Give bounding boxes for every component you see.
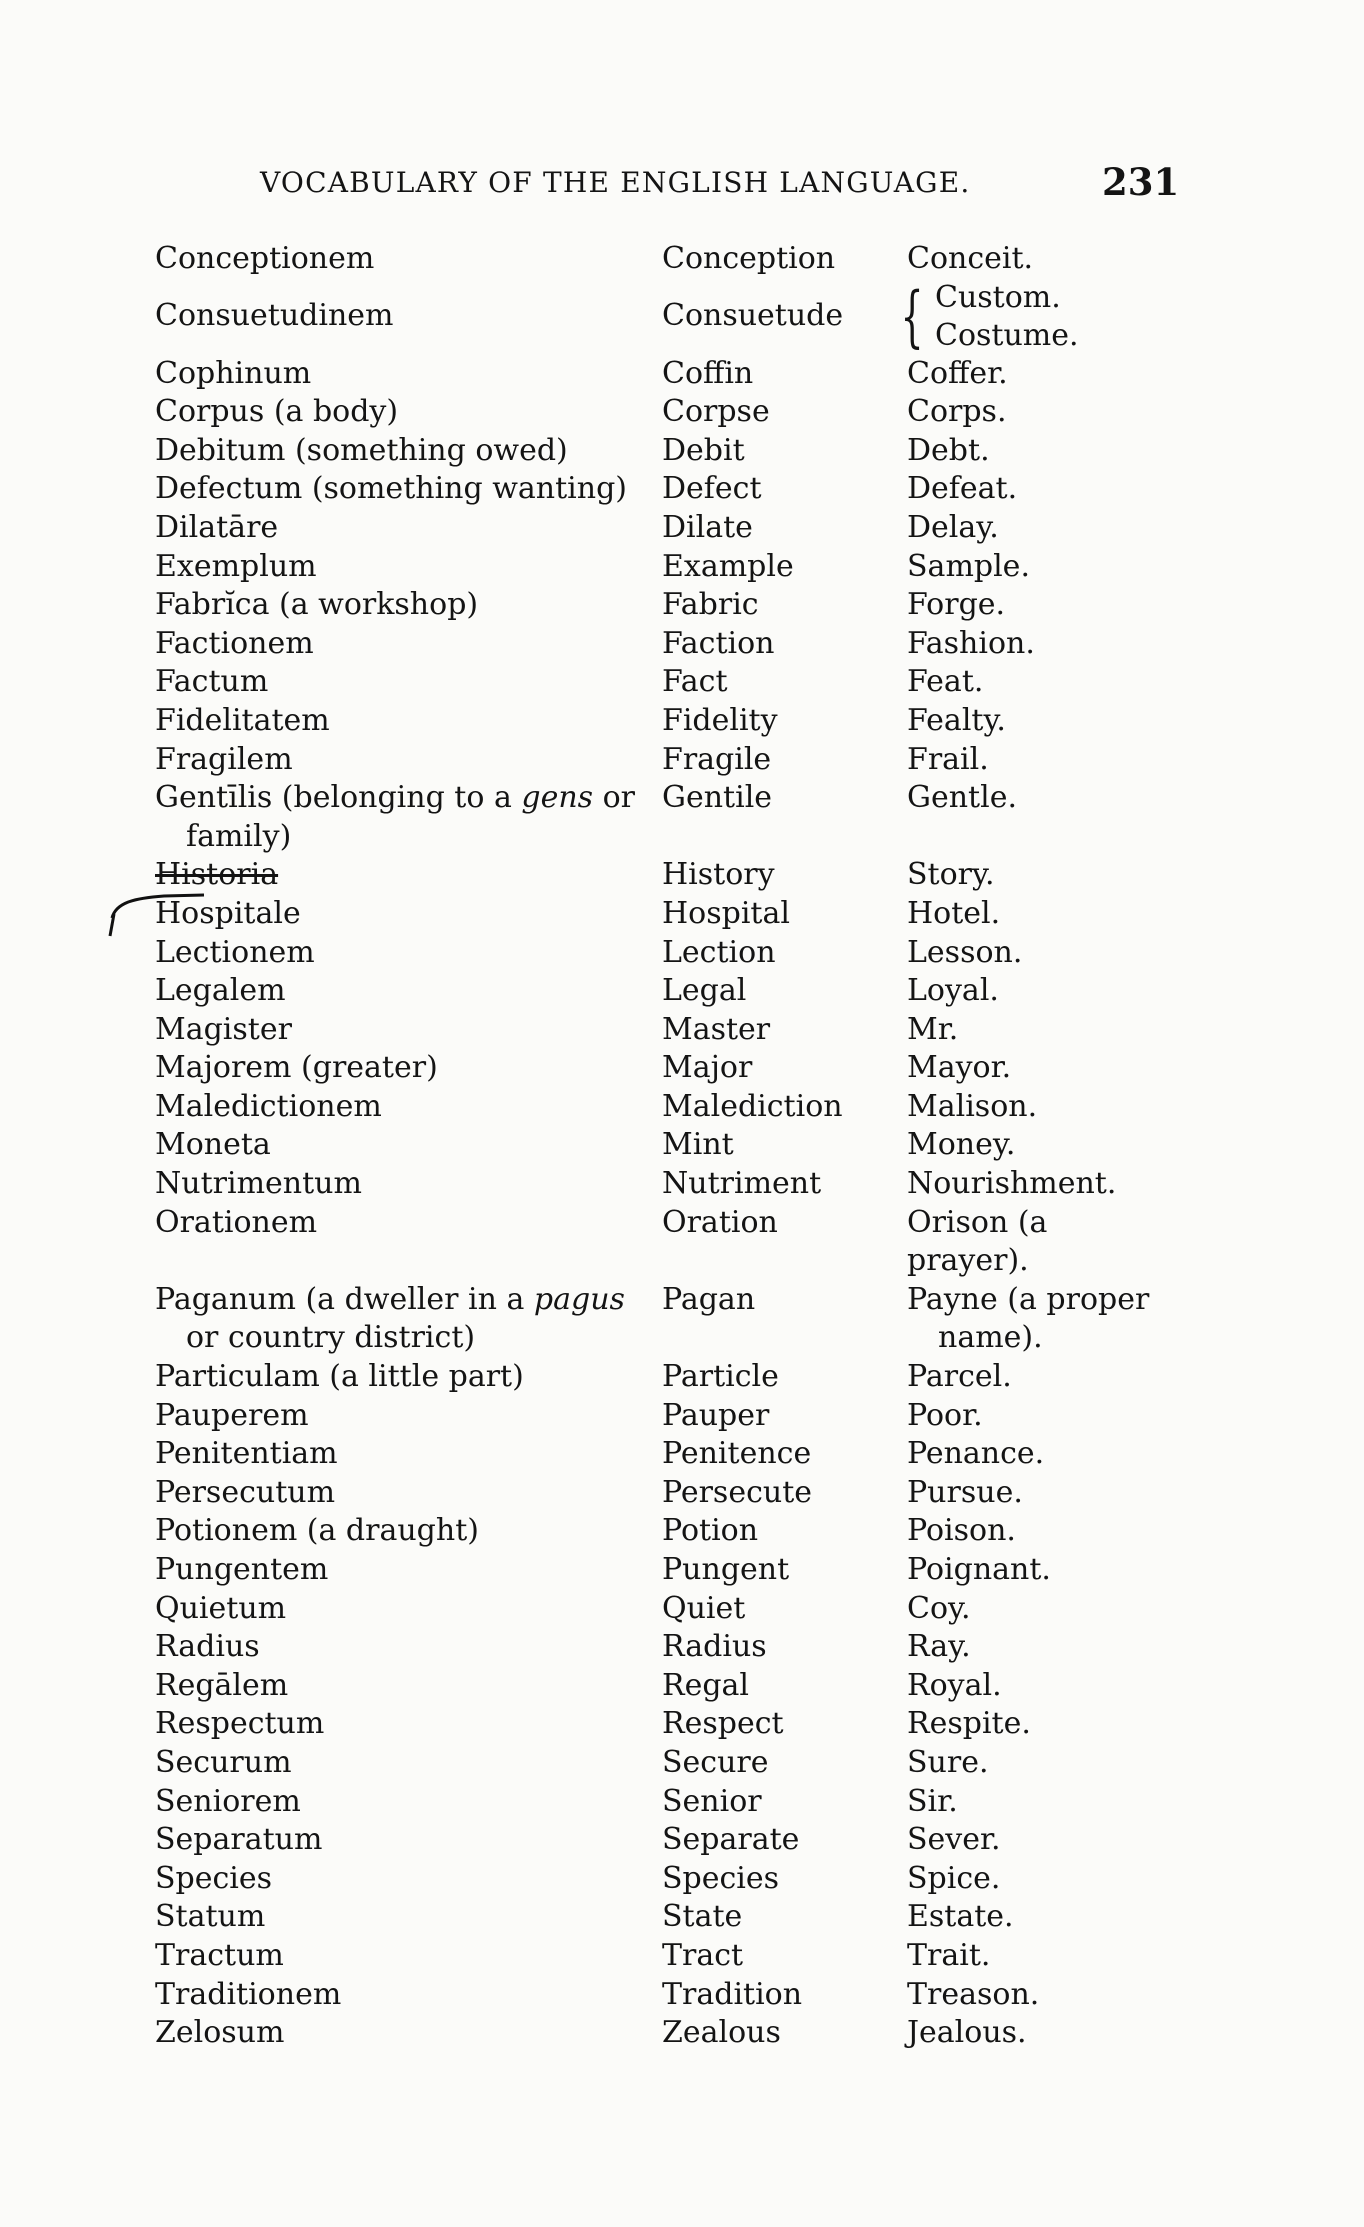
derived-word: Mr. (907, 1011, 959, 1047)
english-word: Quiet (662, 1590, 746, 1626)
derived-word: Forge. (907, 587, 1006, 623)
latin-word: Pauperem (155, 1397, 309, 1433)
english-word: Example (662, 548, 794, 584)
derived-word: Jealous. (907, 2015, 1027, 2051)
latin-word: Magister (155, 1011, 292, 1047)
page-number: 231 (1102, 160, 1180, 204)
english-word: Tract (662, 1937, 744, 1973)
english-word: Lection (662, 934, 776, 970)
table-row (155, 1821, 1177, 1860)
derived-word: Sure. (907, 1744, 989, 1780)
english-word: Particle (662, 1359, 779, 1395)
derived-word-2: Costume. (935, 317, 1079, 353)
english-word: Master (662, 1011, 771, 1047)
english-word: History (662, 857, 775, 893)
table-row (155, 1937, 1177, 1976)
derived-word-1: Custom. (935, 279, 1061, 315)
table-row (155, 1976, 1177, 2015)
latin-word: Dilatāre (155, 509, 279, 545)
derived-word: Fashion. (907, 625, 1035, 661)
table-row (155, 625, 1177, 664)
latin-word: Moneta (155, 1127, 271, 1163)
table-row (155, 1049, 1177, 1088)
english-word: Separate (662, 1822, 800, 1858)
latin-word: Factionem (155, 625, 314, 661)
table-row (155, 1397, 1177, 1436)
latin-word: Orationem (155, 1204, 318, 1240)
english-word: Senior (662, 1783, 762, 1819)
derived-word: Feat. (907, 664, 984, 700)
vocabulary-table (155, 240, 1177, 2053)
derived-word (900, 277, 1177, 355)
table-row (155, 1281, 1177, 1358)
english-word: Penitence (662, 1436, 812, 1472)
latin-text: Gentīlis (belonging to a (155, 780, 522, 816)
english-word: Nutriment (662, 1166, 822, 1202)
table-row (155, 1783, 1177, 1822)
latin-word: Lectionem (155, 934, 315, 970)
table-row (155, 1204, 1177, 1281)
derived-word: Corps. (907, 394, 1007, 430)
latin-word: Corpus (a body) (155, 394, 399, 430)
derived-word: Pursue. (907, 1474, 1023, 1510)
table-row (155, 972, 1177, 1011)
table-row (155, 1898, 1177, 1937)
english-word: Fact (662, 664, 728, 700)
english-word: Consuetude (662, 298, 844, 334)
table-row (155, 1088, 1177, 1127)
derived-word: Money. (907, 1127, 1016, 1163)
derived-word: Penance. (907, 1436, 1045, 1472)
table-row (155, 548, 1177, 587)
table-row (155, 2014, 1177, 2053)
derived-word: Malison. (907, 1088, 1038, 1124)
latin-text-end: or (593, 780, 636, 816)
latin-word: Seniorem (155, 1783, 301, 1819)
latin-word: Fidelitatem (155, 702, 330, 738)
table-row (155, 1860, 1177, 1899)
derived-word: Delay. (907, 509, 999, 545)
derived-word: Trait. (907, 1937, 991, 1973)
english-word: Fragile (662, 741, 772, 777)
derived-word: Orison (a prayer). (907, 1204, 1048, 1279)
latin-text: Paganum (a dweller in a (155, 1281, 534, 1317)
table-row (155, 240, 1177, 279)
latin-italic: gens (521, 780, 594, 816)
derived-word: Frail. (907, 741, 989, 777)
table-row (155, 856, 1177, 895)
latin-word: Respectum (155, 1706, 325, 1742)
latin-word: Potionem (a draught) (155, 1513, 479, 1549)
english-word: Pagan (662, 1281, 756, 1317)
table-row (155, 432, 1177, 471)
latin-word: Conceptionem (155, 241, 375, 276)
latin-word (155, 779, 662, 856)
latin-word: Securum (155, 1744, 292, 1780)
english-word: Secure (662, 1744, 769, 1780)
table-row (155, 1744, 1177, 1783)
derived-word (907, 1281, 1177, 1358)
latin-word: Consuetudinem (155, 298, 394, 334)
latin-continuation: or country district) (186, 1320, 476, 1356)
table-row (155, 1011, 1177, 1050)
english-word: Regal (662, 1667, 750, 1703)
table-row (155, 741, 1177, 780)
latin-word: Hospitale (155, 895, 301, 931)
latin-italic: pagus (533, 1281, 625, 1317)
derived-word: Poison. (907, 1513, 1016, 1549)
latin-word: Statum (155, 1899, 266, 1935)
table-row (155, 509, 1177, 548)
latin-word: Pungentem (155, 1552, 329, 1587)
table-row (155, 1165, 1177, 1204)
derived-word: Debt. (907, 432, 990, 468)
table-row (155, 1435, 1177, 1474)
latin-word: Zelosum (155, 2015, 285, 2051)
table-row (155, 1551, 1177, 1590)
derived-word: Defeat. (907, 471, 1018, 507)
table-row (155, 470, 1177, 509)
latin-word: Tractum (155, 1937, 284, 1973)
derived-word: Treason. (907, 1976, 1040, 2012)
derived-word: Hotel. (907, 895, 1001, 931)
table-row (155, 895, 1177, 934)
latin-word (155, 1281, 662, 1358)
brace-icon: { (900, 277, 924, 355)
english-word: Potion (662, 1513, 759, 1549)
table-row (155, 1667, 1177, 1706)
derived-word: Mayor. (907, 1050, 1012, 1086)
english-word: Fidelity (662, 702, 778, 738)
table-row (155, 1512, 1177, 1551)
table-row (155, 355, 1177, 394)
derived-word: Nourishment. (907, 1166, 1117, 1202)
english-word: Radius (662, 1629, 767, 1665)
english-word: Oration (662, 1204, 778, 1240)
latin-word: Debitum (something owed) (155, 432, 568, 468)
running-header (0, 160, 1364, 204)
english-word: Zealous (662, 2015, 781, 2051)
english-word: Defect (662, 471, 762, 507)
english-word: Tradition (662, 1976, 803, 2012)
latin-word: Fragilem (155, 741, 293, 777)
latin-word: Factum (155, 664, 269, 700)
latin-word: Maledictionem (155, 1088, 382, 1124)
table-row (155, 663, 1177, 702)
table-row (155, 1628, 1177, 1667)
derived-text: Payne (a proper (907, 1281, 1150, 1317)
derived-word: Respite. (907, 1706, 1031, 1742)
table-row (155, 1474, 1177, 1513)
derived-word: Parcel. (907, 1359, 1012, 1395)
english-word: Pauper (662, 1397, 770, 1433)
latin-word: Persecutum (155, 1474, 336, 1510)
table-row (155, 1126, 1177, 1165)
english-word: Conception (662, 241, 836, 276)
english-word: Legal (662, 973, 747, 1009)
english-word: Faction (662, 625, 775, 661)
table-row (155, 586, 1177, 625)
english-word: State (662, 1899, 743, 1935)
latin-word (155, 856, 662, 895)
english-word: Hospital (662, 895, 790, 931)
latin-word: Species (155, 1860, 273, 1896)
derived-continuation: name). (938, 1320, 1043, 1356)
table-row (155, 279, 1177, 355)
latin-word: Traditionem (155, 1976, 342, 2012)
derived-word: Conceit. (907, 241, 1034, 276)
derived-word: Estate. (907, 1899, 1014, 1935)
table-row (155, 1590, 1177, 1629)
latin-word: Penitentiam (155, 1436, 338, 1472)
latin-continuation: family) (186, 818, 292, 854)
latin-word: Defectum (something wanting) (155, 471, 627, 507)
struck-latin-word: Historia (155, 857, 279, 893)
derived-word: Coy. (907, 1590, 971, 1626)
latin-word: Quietum (155, 1590, 287, 1626)
derived-word: Coffer. (907, 355, 1008, 391)
latin-word: Legalem (155, 973, 286, 1009)
table-row (155, 1705, 1177, 1744)
derived-word: Sever. (907, 1822, 1001, 1858)
derived-word: Lesson. (907, 934, 1023, 970)
derived-word: Sir. (907, 1783, 958, 1819)
derived-word: Loyal. (907, 973, 999, 1009)
latin-word: Particulam (a little part) (155, 1359, 524, 1395)
running-title: VOCABULARY OF THE ENGLISH LANGUAGE. (260, 166, 971, 199)
derived-word: Poignant. (907, 1552, 1051, 1587)
latin-word: Radius (155, 1629, 260, 1665)
english-word: Coffin (662, 355, 754, 391)
english-word: Persecute (662, 1474, 813, 1510)
latin-word: Majorem (greater) (155, 1050, 438, 1086)
derived-word: Poor. (907, 1397, 983, 1433)
latin-word: Cophinum (155, 355, 312, 391)
derived-word: Royal. (907, 1667, 1002, 1703)
english-word: Respect (662, 1706, 784, 1742)
english-word: Malediction (662, 1088, 843, 1124)
english-word: Fabric (662, 587, 759, 623)
english-word: Mint (662, 1127, 734, 1163)
table-row (155, 934, 1177, 973)
table-row (155, 1358, 1177, 1397)
table-row (155, 702, 1177, 741)
english-word: Species (662, 1860, 780, 1896)
derived-word: Fealty. (907, 702, 1006, 738)
english-word: Corpse (662, 394, 770, 430)
english-word: Dilate (662, 509, 753, 545)
latin-word: Regālem (155, 1667, 289, 1703)
derived-word: Spice. (907, 1860, 1001, 1896)
derived-word: Gentle. (907, 780, 1017, 816)
table-row (155, 393, 1177, 432)
english-word: Major (662, 1050, 753, 1086)
latin-word: Nutrimentum (155, 1166, 362, 1202)
latin-word: Exemplum (155, 548, 317, 584)
derived-word: Story. (907, 857, 995, 893)
english-word: Gentile (662, 780, 773, 816)
english-word: Pungent (662, 1552, 790, 1587)
latin-word: Fabrĭca (a workshop) (155, 587, 479, 623)
table-row (155, 779, 1177, 856)
latin-word: Separatum (155, 1822, 323, 1858)
english-word: Debit (662, 432, 745, 468)
derived-word: Ray. (907, 1629, 971, 1665)
derived-word: Sample. (907, 548, 1030, 584)
